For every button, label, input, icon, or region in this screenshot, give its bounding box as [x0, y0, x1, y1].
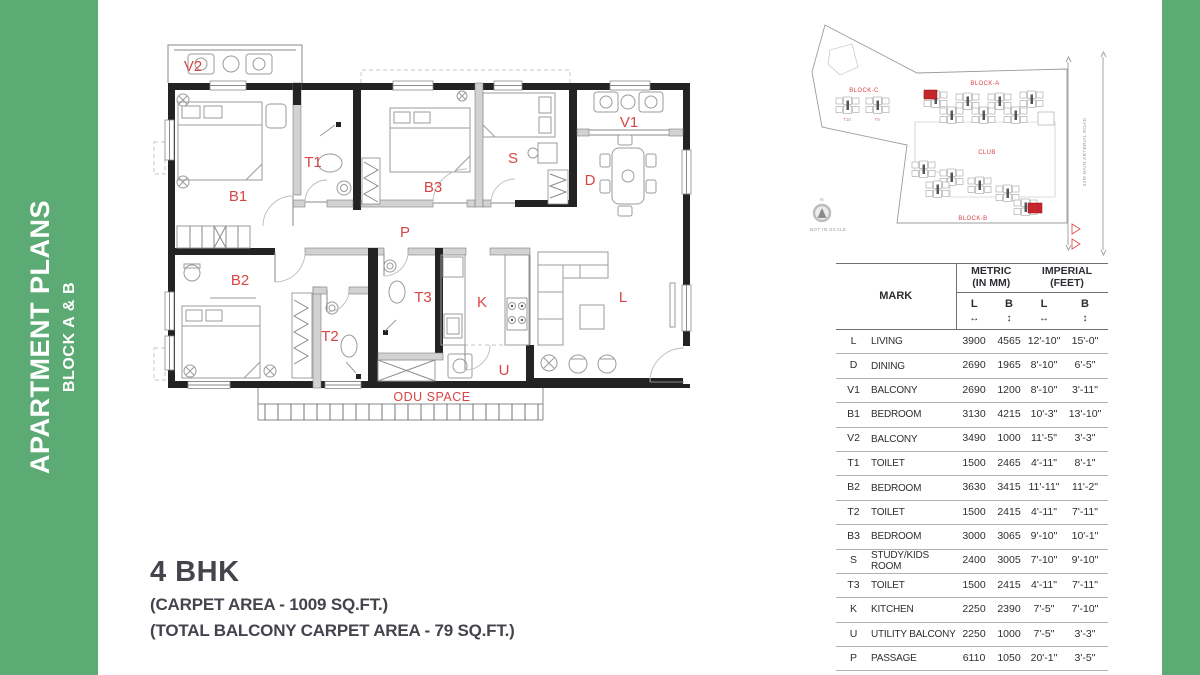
tower-t10-label: T10	[843, 117, 851, 122]
table-row	[836, 330, 1108, 354]
cell-metric-b: 1000	[992, 427, 1026, 451]
cell-metric-l: 2250	[956, 598, 992, 622]
table-row	[836, 354, 1108, 378]
header-metric-l: L ↔	[956, 293, 992, 330]
cell-room-name: BALCONY	[871, 427, 956, 451]
cell-imperial-b: 3'-5"	[1062, 647, 1108, 671]
cell-imperial-l: 8'-10"	[1026, 378, 1062, 402]
club-label: CLUB	[978, 150, 996, 156]
table-row	[836, 451, 1108, 475]
table-row	[836, 427, 1108, 451]
cell-metric-l: 1500	[956, 573, 992, 597]
table-row	[836, 378, 1108, 402]
cell-mark: P	[836, 647, 871, 671]
label-b3: B3	[423, 179, 443, 196]
block-b-label: BLOCK-B	[958, 216, 988, 222]
cell-metric-b: 4565	[992, 330, 1026, 354]
cell-imperial-l: 7'-5"	[1026, 622, 1062, 646]
table-row	[836, 403, 1108, 427]
left-green-band	[0, 0, 98, 675]
block-b-buildings	[912, 161, 1042, 216]
header-imperial: IMPERIAL (FEET)	[1026, 264, 1108, 293]
cell-room-name: PASSAGE	[871, 647, 956, 671]
block-a-label: BLOCK-A	[970, 81, 1000, 87]
cell-mark: D	[836, 354, 871, 378]
cell-mark: V2	[836, 427, 871, 451]
block-c-buildings	[836, 97, 889, 114]
cell-mark: S	[836, 549, 871, 573]
balcony-area-line: (TOTAL BALCONY CARPET AREA - 79 SQ.FT.)	[150, 621, 515, 640]
cell-metric-b: 3415	[992, 476, 1026, 500]
vertical-arrow-icon: ↕	[1006, 312, 1012, 324]
cell-imperial-b: 8'-1"	[1062, 451, 1108, 475]
right-green-band	[1162, 0, 1200, 675]
page-subtitle: BLOCK A & B	[61, 281, 78, 393]
cell-imperial-l: 4'-11"	[1026, 500, 1062, 524]
block-a-buildings	[924, 90, 1054, 125]
cell-metric-b: 2415	[992, 500, 1026, 524]
label-v1: V1	[619, 114, 639, 131]
cell-room-name: KITCHEN	[871, 598, 956, 622]
cell-metric-l: 3630	[956, 476, 992, 500]
cell-metric-b: 3005	[992, 549, 1026, 573]
cell-mark: K	[836, 598, 871, 622]
label-p: P	[399, 224, 411, 241]
cell-room-name: TOILET	[871, 500, 956, 524]
cell-mark: U	[836, 622, 871, 646]
header-metric-b: B ↕	[992, 293, 1026, 330]
cell-metric-l: 2400	[956, 549, 992, 573]
header-metric: METRIC (IN MM)	[956, 264, 1026, 293]
label-d: D	[584, 172, 596, 189]
label-v2: V2	[183, 58, 203, 75]
label-b2: B2	[230, 272, 250, 289]
cell-room-name: BEDROOM	[871, 476, 956, 500]
bedroom-b1-furniture	[177, 94, 286, 248]
cell-mark: L	[836, 330, 871, 354]
cell-imperial-l: 10'-3"	[1026, 403, 1062, 427]
cell-mark: T3	[836, 573, 871, 597]
horizontal-arrow-icon: ↔	[969, 312, 980, 324]
utility-fixtures	[448, 354, 472, 378]
cell-metric-l: 3490	[956, 427, 992, 451]
cell-mark: B2	[836, 476, 871, 500]
cell-metric-b: 1050	[992, 647, 1026, 671]
cell-metric-l: 2250	[956, 622, 992, 646]
cell-room-name: UTILITY BALCONY	[871, 622, 956, 646]
cell-room-name: LIVING	[871, 330, 956, 354]
cell-room-name: BEDROOM	[871, 403, 956, 427]
cell-room-name: STUDY/KIDS ROOM	[871, 549, 956, 573]
cell-metric-l: 3000	[956, 525, 992, 549]
cell-imperial-b: 10'-1"	[1062, 525, 1108, 549]
north-label: N	[820, 198, 824, 203]
cell-imperial-l: 12'-10"	[1026, 330, 1062, 354]
cell-imperial-l: 4'-11"	[1026, 573, 1062, 597]
dimensions-table-body	[836, 330, 1108, 671]
cell-metric-b: 2390	[992, 598, 1026, 622]
cell-metric-l: 2690	[956, 378, 992, 402]
dimensions-table	[836, 263, 1108, 671]
cell-room-name: BALCONY	[871, 378, 956, 402]
cell-room-name: TOILET	[871, 451, 956, 475]
dining-furniture	[600, 135, 656, 216]
cell-metric-l: 1500	[956, 451, 992, 475]
cell-metric-l: 3130	[956, 403, 992, 427]
toilet-t1-fixtures	[318, 122, 351, 195]
north-compass	[810, 197, 847, 233]
cell-imperial-b: 3'-3"	[1062, 427, 1108, 451]
cell-metric-l: 2690	[956, 354, 992, 378]
cell-imperial-l: 9'-10"	[1026, 525, 1062, 549]
cell-imperial-b: 3'-3"	[1062, 622, 1108, 646]
cell-metric-b: 3065	[992, 525, 1026, 549]
table-row	[836, 476, 1108, 500]
label-u: U	[498, 362, 510, 379]
cell-mark: V1	[836, 378, 871, 402]
table-row	[836, 500, 1108, 524]
cell-metric-l: 3900	[956, 330, 992, 354]
site-plan	[800, 12, 1115, 257]
label-t1: T1	[304, 154, 322, 171]
cell-metric-b: 4215	[992, 403, 1026, 427]
sidebar-rotated-text	[25, 177, 85, 497]
toilet-t3-fixtures	[383, 260, 405, 335]
highlighted-unit-block-b	[1028, 203, 1042, 213]
table-row	[836, 549, 1108, 573]
label-k: K	[476, 294, 488, 311]
horizontal-arrow-icon: ↔	[1039, 312, 1049, 324]
cell-imperial-l: 20'-1"	[1026, 647, 1062, 671]
highlighted-unit-block-a	[924, 90, 937, 99]
label-t2: T2	[321, 328, 339, 345]
label-t3: T3	[414, 289, 432, 306]
cell-mark: B1	[836, 403, 871, 427]
cell-imperial-l: 11'-5"	[1026, 427, 1062, 451]
cell-imperial-l: 11'-11"	[1026, 476, 1062, 500]
cell-metric-b: 2465	[992, 451, 1026, 475]
living-furniture	[538, 252, 675, 373]
cell-imperial-l: 7'-10"	[1026, 549, 1062, 573]
carpet-area-line: (CARPET AREA - 1009 SQ.FT.)	[150, 595, 388, 614]
cell-imperial-b: 15'-0"	[1062, 330, 1108, 354]
label-b1: B1	[228, 188, 248, 205]
cell-imperial-b: 7'-11"	[1062, 500, 1108, 524]
table-row	[836, 647, 1108, 671]
study-s-furniture	[483, 93, 568, 204]
cell-imperial-b: 9'-10"	[1062, 549, 1108, 573]
not-in-scale-label: NOT IN SCALE	[809, 228, 847, 233]
cell-mark: B3	[836, 525, 871, 549]
cell-imperial-l: 7'-5"	[1026, 598, 1062, 622]
cell-room-name: BEDROOM	[871, 525, 956, 549]
vertical-arrow-icon: ↕	[1082, 312, 1088, 324]
cell-imperial-b: 11'-2"	[1062, 476, 1108, 500]
arterial-road	[1066, 52, 1106, 255]
tower-t9-label: T9	[874, 117, 880, 122]
cell-imperial-b: 7'-11"	[1062, 573, 1108, 597]
bedroom-b3-furniture	[362, 91, 470, 204]
cell-imperial-b: 7'-10"	[1062, 598, 1108, 622]
road-arrows	[1072, 224, 1080, 249]
unit-type-title: 4 BHK	[150, 556, 240, 588]
block-c-label: BLOCK-C	[849, 88, 879, 94]
header-imperial-b: B ↕	[1062, 293, 1108, 330]
cell-metric-b: 2415	[992, 573, 1026, 597]
cell-metric-l: 1500	[956, 500, 992, 524]
cell-metric-b: 1000	[992, 622, 1026, 646]
cell-room-name: DINING	[871, 354, 956, 378]
header-mark: MARK	[836, 264, 956, 330]
cell-imperial-l: 4'-11"	[1026, 451, 1062, 475]
balcony-v1-fixtures	[594, 92, 663, 112]
header-imperial-l: L ↔	[1026, 293, 1062, 330]
cell-room-name: TOILET	[871, 573, 956, 597]
cell-metric-b: 1200	[992, 378, 1026, 402]
floor-plan	[150, 30, 710, 430]
table-row	[836, 573, 1108, 597]
cell-mark: T2	[836, 500, 871, 524]
wall-right	[683, 83, 690, 388]
ac-ledge-dashed	[361, 70, 570, 83]
page-title: APARTMENT PLANS	[25, 200, 55, 474]
table-row	[836, 622, 1108, 646]
label-s: S	[507, 150, 519, 167]
cell-metric-l: 6110	[956, 647, 992, 671]
cell-mark: T1	[836, 451, 871, 475]
cell-imperial-b: 6'-5"	[1062, 354, 1108, 378]
cell-imperial-b: 13'-10"	[1062, 403, 1108, 427]
table-row	[836, 598, 1108, 622]
table-row	[836, 525, 1108, 549]
road-label: 32M MAIN ARTERIAL ROAD	[1083, 117, 1088, 187]
label-l: L	[618, 289, 628, 306]
cell-imperial-l: 8'-10"	[1026, 354, 1062, 378]
cell-metric-b: 1965	[992, 354, 1026, 378]
unit-info	[150, 556, 515, 641]
label-odu-space: ODU SPACE	[393, 390, 471, 404]
cell-imperial-b: 3'-11"	[1062, 378, 1108, 402]
